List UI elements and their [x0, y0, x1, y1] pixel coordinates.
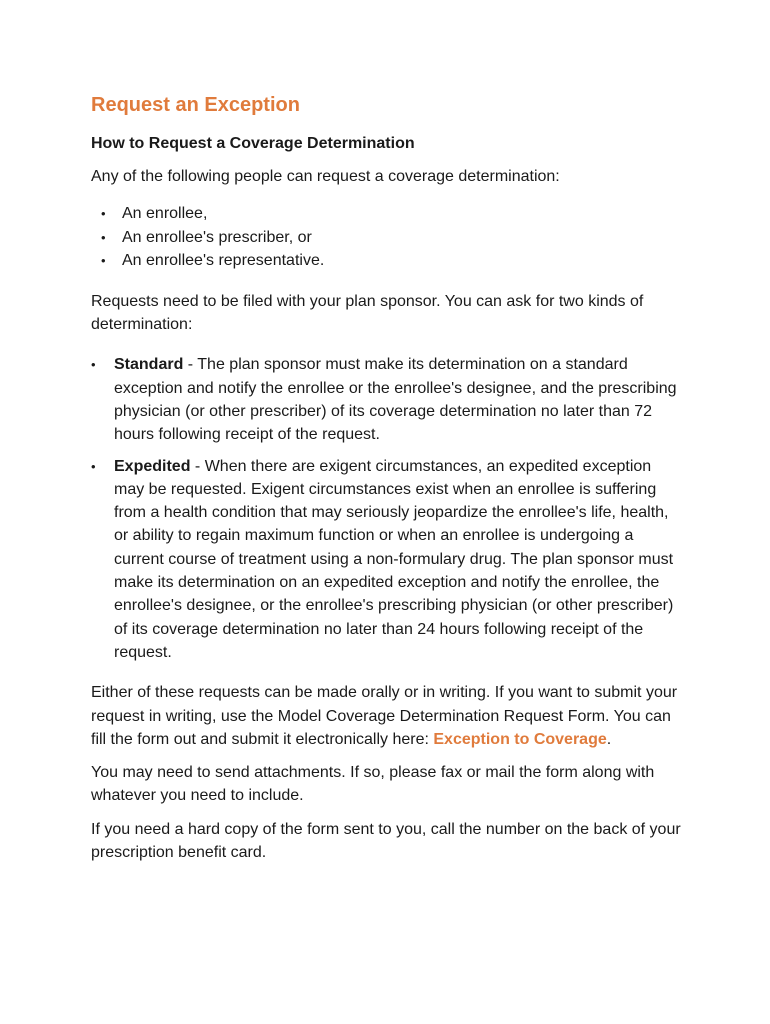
exception-to-coverage-link[interactable]: Exception to Coverage	[433, 730, 607, 748]
requests-paragraph: Requests need to be filed with your plan sponsor. You can ask for two kinds of determination:	[91, 292, 644, 334]
section-heading: How to Request a Coverage Determination	[91, 135, 415, 152]
standard-label: Standard	[114, 356, 184, 374]
expedited-label: Expedited	[114, 457, 191, 475]
list-item-standard	[91, 353, 681, 446]
submission-text: Either of these requests can be made orally or in writing. If you want to submit your request in writing, use the Model Coverage Determination Request Form. You can fill the form out and submit it electronically here:	[91, 684, 678, 748]
determination-kinds-list	[91, 353, 681, 664]
attachments-paragraph: You may need to send attachments. If so, please fax or mail the form along with whatever you need to include.	[91, 764, 655, 805]
intro-paragraph: Any of the following people can request a coverage determination:	[91, 168, 560, 185]
expedited-description: - When there are exigent circumstances, an expedited exception may be requested. Exigent circumstances exist when an enrollee is suffering from a health condition that may seriously jeopardize the enrollee's life, health, or ability to regain maximum function or when an enrollee is undergoing a current course of treatment using a non-formulary drug. The plan sponsor must make its determination on an expedited exception and notify the enrollee, the enrollee's designee, or the enrollee's prescribing physician (or other prescriber) of its coverage determination no later than 24 hours following receipt of the request.	[114, 457, 674, 661]
document-content	[91, 92, 681, 864]
list-item: • An enrollee's prescriber, or	[91, 226, 681, 250]
standard-description: - The plan sponsor must make its determination on a standard exception and notify the enrollee or the enrollee's designee, and the prescribing physician (or other prescriber) of its coverage determination no later than 72 hours following receipt of the request.	[114, 356, 677, 444]
list-item: • An enrollee,	[91, 202, 681, 226]
list-item-expedited	[91, 455, 681, 665]
requester-list	[91, 202, 681, 273]
list-item: • An enrollee's representative.	[91, 249, 681, 273]
page-title: Request an Exception	[91, 94, 300, 116]
hard-copy-paragraph: If you need a hard copy of the form sent to you, call the number on the back of your prescription benefit card.	[91, 820, 681, 862]
submission-paragraph	[91, 681, 681, 751]
period: .	[606, 730, 612, 748]
